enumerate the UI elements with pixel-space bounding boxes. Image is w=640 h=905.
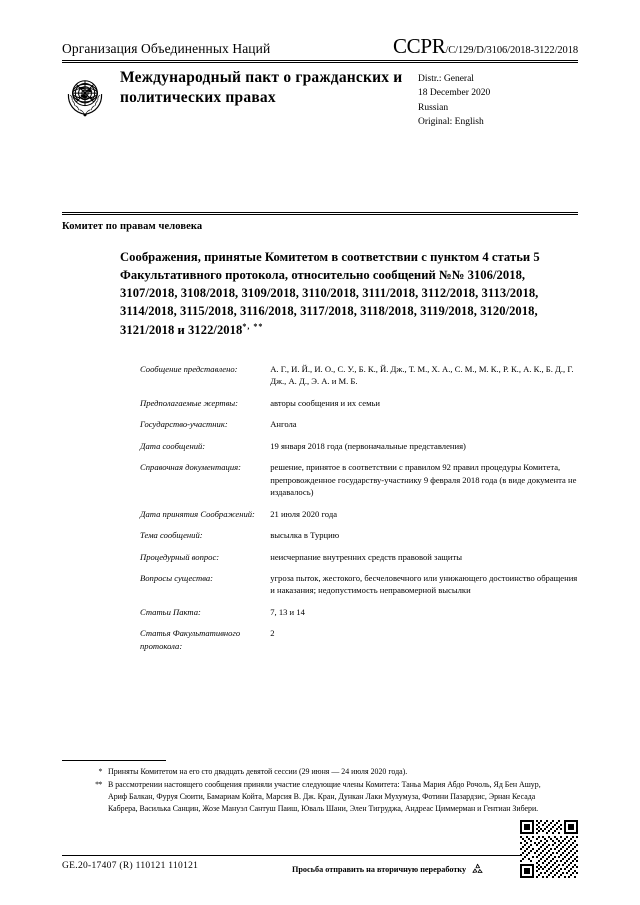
- committee-name: Комитет по правам человека: [62, 221, 203, 232]
- metadata-value: авторы сообщения и их семьи: [270, 397, 381, 408]
- metadata-value: 2: [270, 628, 275, 639]
- table-row: [140, 397, 580, 418]
- metadata-label: Дата принятия Соображений:: [140, 508, 255, 519]
- case-metadata-body: [140, 363, 580, 661]
- footnote-marker: **: [95, 779, 102, 789]
- metadata-label: Справочная документация:: [140, 462, 242, 473]
- un-emblem-icon: [62, 72, 108, 118]
- metadata-label: Вопросы существа:: [140, 572, 214, 583]
- metadata-value: неисчерпание внутренних средств правовой защиты: [270, 551, 463, 562]
- table-row: [140, 551, 580, 572]
- document-symbol: [393, 36, 578, 57]
- page-title: [120, 249, 580, 340]
- table-row: [140, 418, 580, 439]
- job-number: GE.20-17407 (R) 110121 110121: [62, 861, 199, 871]
- recycling-loop-icon: [470, 862, 485, 877]
- metadata-label: Процедурный вопрос:: [140, 551, 220, 562]
- organization-name: Организация Объединенных Наций: [62, 41, 271, 56]
- qr-code: [520, 820, 578, 878]
- table-row: [140, 572, 580, 606]
- footnotes: [86, 766, 556, 815]
- footnote-text: Приняты Комитетом на его сто двадцать девятой сессии (29 июня — 24 июля 2020 года).: [108, 767, 408, 776]
- table-row: [140, 606, 580, 627]
- table-row: [140, 440, 580, 461]
- metadata-label: Тема сообщений:: [140, 530, 203, 541]
- table-row: [140, 508, 580, 529]
- case-metadata-table: [140, 363, 580, 661]
- recycle-notice: [292, 862, 485, 877]
- metadata-label: Сообщение представлено:: [140, 364, 238, 374]
- covenant-title-row: [62, 68, 578, 130]
- metadata-value: А. Г., И. Й., И. О., С. У., Б. К., Й. Дж., Т. М., Х. А., С. М., М. К., Р. К., А. К., Б. Д., Г. Дж., А. Д., Э. А. и М. Б.: [270, 364, 574, 387]
- metadata-value: угроза пыток, жестокого, бесчеловечного или унижающего достоинство обращения и наказания; недопустимость неправомерной высылки: [270, 572, 578, 596]
- distr-line: Distr.: General: [418, 74, 474, 84]
- footnote: [86, 779, 556, 815]
- metadata-value: высылка в Турцию: [270, 530, 340, 541]
- footnote-separator: [62, 760, 166, 761]
- metadata-label: Государство-участник:: [140, 419, 228, 430]
- distr-original: Original: English: [418, 117, 484, 128]
- metadata-label: Статьи Пакта:: [140, 606, 201, 617]
- distr-date: 18 December 2020: [418, 88, 491, 99]
- table-row: [140, 529, 580, 550]
- distribution-block: [410, 72, 578, 130]
- metadata-value: 19 января 2018 года (первоначальные представления): [270, 440, 466, 451]
- symbol-suffix: /C/129/D/3106/2018-3122/2018: [445, 45, 578, 56]
- metadata-label: Дата сообщений:: [140, 440, 206, 451]
- metadata-value: 21 июля 2020 года: [270, 508, 338, 519]
- distr-language: Russian: [418, 102, 449, 113]
- table-row: [140, 461, 580, 507]
- footnote-marker: *: [98, 767, 102, 776]
- section-rule: [62, 212, 578, 213]
- page-title-footnote-marks: *, **: [242, 321, 264, 331]
- metadata-value: Ангола: [270, 419, 297, 430]
- metadata-value: решение, принятое в соответствии с правилом 92 правил процедуры Комитета, препровожденное государству-участнику 9 февраля 2018 года (в виде документа не издавалось): [270, 462, 577, 498]
- table-row: [140, 627, 580, 661]
- metadata-value: 7, 13 и 14: [270, 606, 305, 617]
- table-row: [140, 363, 580, 397]
- page-title-text: Соображения, принятые Комитетом в соответствии с пунктом 4 статьи 5 Факультативного протокола, относительно сообщений №№ 3106/2018, 3107/2018, 3108/2018, 3109/2018, 3110/2018, 3111/2018, 3112/2018, 3113/2018, 3114/2018, 3115/2018, 3116/2018, 3117/2018, 3118/2018, 3119/2018, 3120/2018, 3121/2018 и 3122/2018: [120, 250, 540, 337]
- footnote: [86, 766, 556, 778]
- metadata-label: Предполагаемые жертвы:: [140, 397, 238, 408]
- metadata-label: Статья Факультативного протокола:: [140, 628, 241, 651]
- covenant-title: Международный пакт о гражданских и политических правах: [120, 69, 403, 107]
- recycle-text: Просьба отправить на вторичную переработку: [292, 865, 467, 874]
- footer-rule: [62, 855, 578, 856]
- footnote-text: В рассмотрении настоящего сообщения приняли участие следующие члены Комитета: Таньа Мария Абдо Рочоль, Яд Бен Ашур, Ариф Балкан, Фуруя Сюити, Бамариам Койта, Марсия В. Дж. Кран, Дункан Лаки Мухумуза, Фотини Пазардзис, Эрнан Кесада Кабрера, Василька Санцин, Жозе Мануэл Сантуш Паиш, Юваль Шани, Элен Тигруджа, Андреас Циммерман и Гентиан Зибери.: [108, 779, 541, 813]
- symbol-prefix: CCPR: [392, 34, 446, 58]
- header-rule: [62, 60, 578, 61]
- masthead: [62, 36, 578, 57]
